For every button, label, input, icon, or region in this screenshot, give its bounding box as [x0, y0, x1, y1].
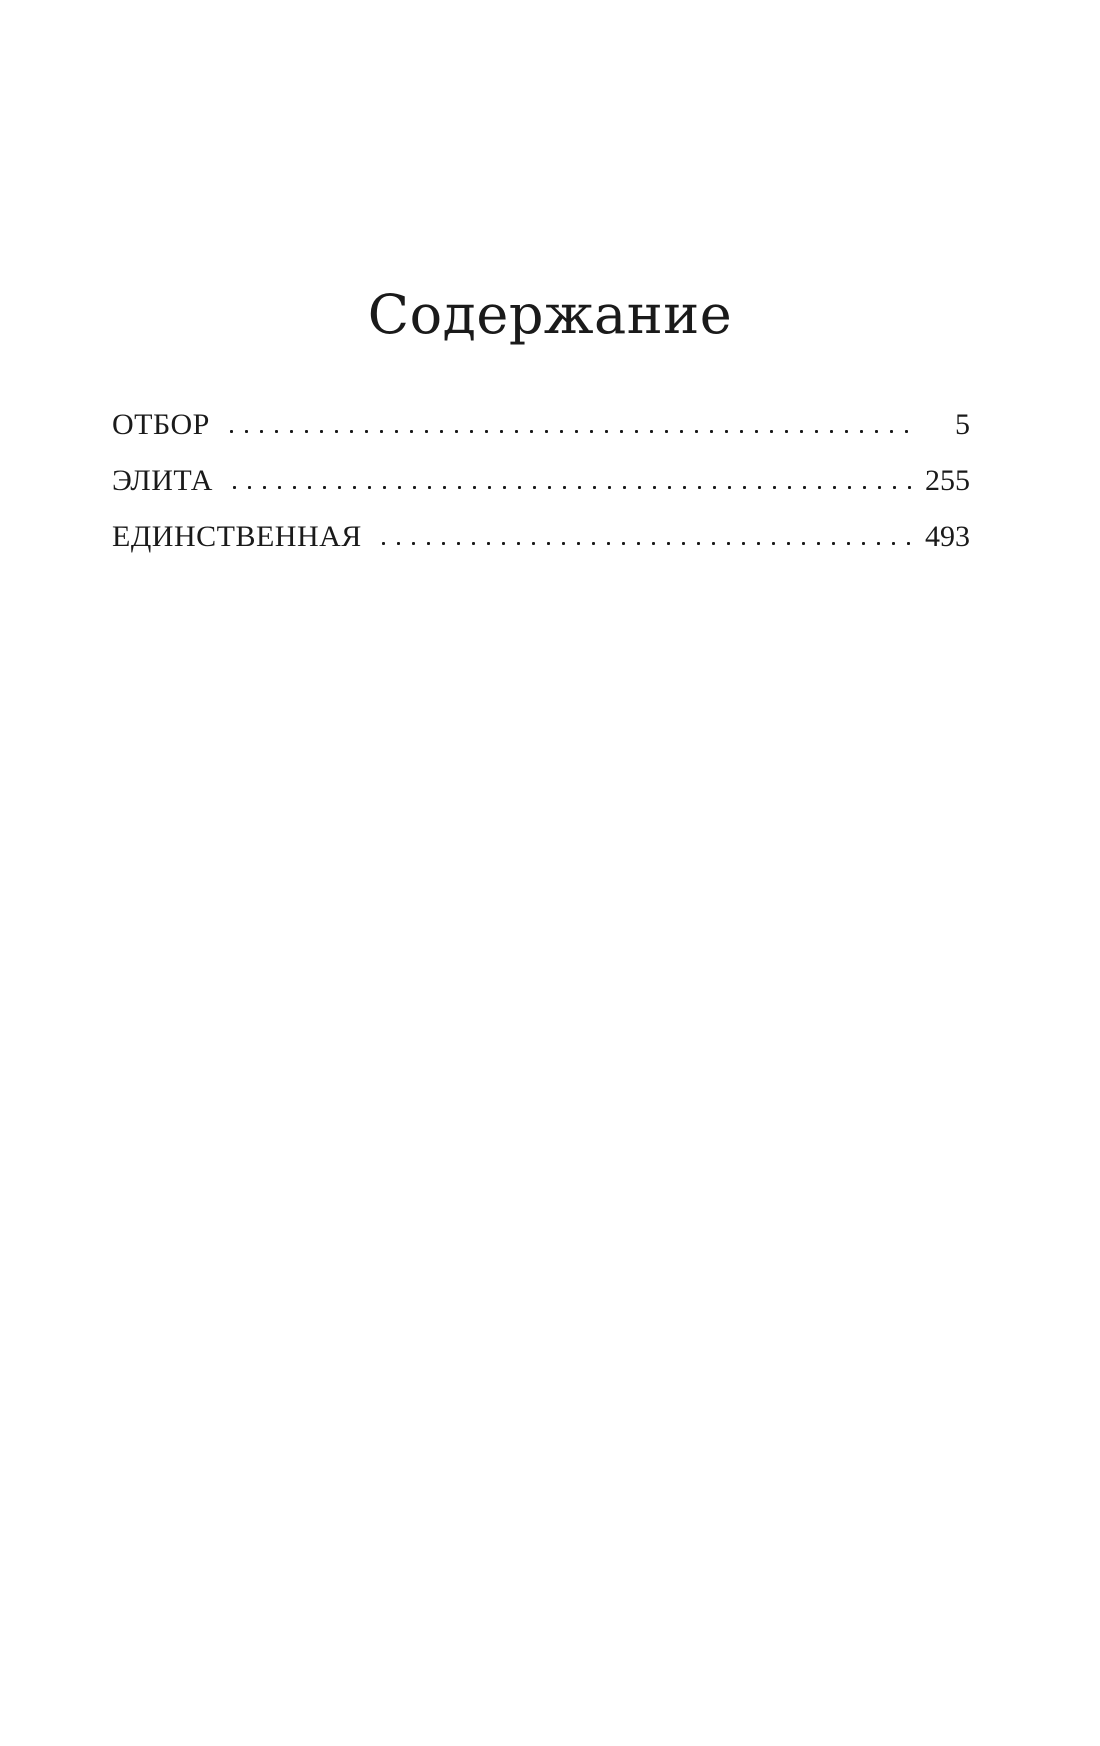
dot-leader: [224, 429, 911, 434]
toc-entry-label: ЭЛИТА: [112, 464, 213, 498]
dot-leader: [227, 485, 911, 490]
toc-entry: [112, 466, 970, 496]
toc-entry: [112, 410, 970, 440]
toc-entry: [112, 522, 970, 552]
dot-leader: [376, 541, 911, 546]
table-of-contents: [112, 410, 970, 552]
toc-entry-label: ОТБОР: [112, 408, 210, 442]
toc-page-number: 5: [955, 408, 970, 442]
toc-entry-label: ЕДИНСТВЕННАЯ: [112, 520, 362, 554]
toc-page-number: 493: [925, 520, 970, 554]
contents-title: Содержание: [367, 283, 733, 346]
toc-page-number: 255: [925, 464, 970, 498]
